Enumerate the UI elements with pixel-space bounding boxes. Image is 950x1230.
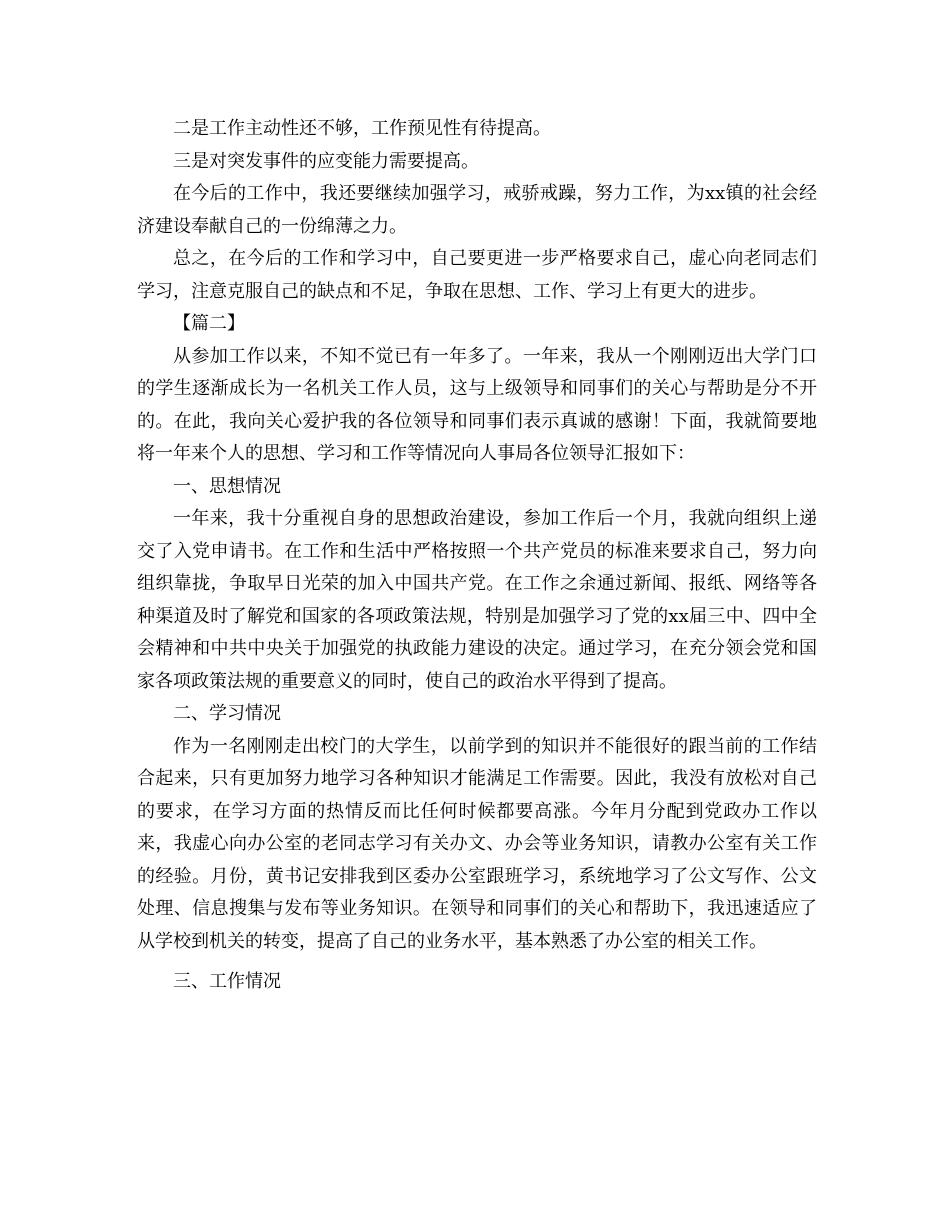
- paragraph-thought: 一年来，我十分重视自身的思想政治建设，参加工作后一个月，我就向组织上递交了入党申请书。在工作和生活中严格按照一个共产党员的标准来要求自己，努力向组织靠拢，争取早日光荣的加入中国共产党。在工作之余通过新闻、报纸、网络等各种渠道及时了解党和国家的各项政策法规，特别是加强学习了党的xx届三中、四中全会精神和中共中央关于加强党的执政能力建设的决定。通过学习，在充分领会党和国家各项政策法规的重要意义的同时，使自己的政治水平得到了提高。: [137, 508, 817, 692]
- paragraph-study: 作为一名刚刚走出校门的大学生，以前学到的知识并不能很好的跟当前的工作结合起来，只有更加努力地学习各种知识才能满足工作需要。因此，我没有放松对自己的要求，在学习方面的热情反而比任何时候都要高涨。今年月分配到党政办工作以来，我虚心向办公室的老同志学习有关办文、办会等业务知识，请教办公室有关工作的经验。月份，黄书记安排我到区委办公室跟班学习，系统地学习了公文写作、公文处理、信息搜集与发布等业务知识。在领导和同事们的关心和帮助下，我迅速适应了从学校到机关的转变，提高了自己的业务水平，基本熟悉了办公室的相关工作。: [137, 735, 817, 952]
- document-body: [137, 113, 817, 999]
- paragraph-conclusion: 总之，在今后的工作和学习中，自己要更进一步严格要求自己，虚心向老同志们学习，注意克服自己的缺点和不足，争取在思想、工作、学习上有更大的进步。: [137, 248, 817, 302]
- paragraph-intro: 从参加工作以来，不知不觉已有一年多了。一年来，我从一个刚刚迈出大学门口的学生逐渐成长为一名机关工作人员，这与上级领导和同事们的关心与帮助是分不开的。在此，我向关心爱护我的各位领导和同事们表示真诚的感谢！下面，我就简要地将一年来个人的思想、学习和工作等情况向人事局各位领导汇报如下：: [137, 345, 817, 464]
- paragraph-weakness-2: 二是工作主动性还不够，工作预见性有待提高。: [173, 118, 551, 139]
- paragraph-future-work: 在今后的工作中，我还要继续加强学习，戒骄戒躁，努力工作，为xx镇的社会经济建设奉献自己的一份绵薄之力。: [137, 183, 817, 237]
- heading-thought: 一、思想情况: [173, 475, 281, 497]
- heading-work: 三、工作情况: [173, 971, 281, 992]
- paragraph-weakness-3: 三是对突发事件的应变能力需要提高。: [173, 150, 479, 172]
- section-title-part-two: 【篇二】: [173, 313, 245, 334]
- heading-study: 二、学习情况: [173, 703, 281, 724]
